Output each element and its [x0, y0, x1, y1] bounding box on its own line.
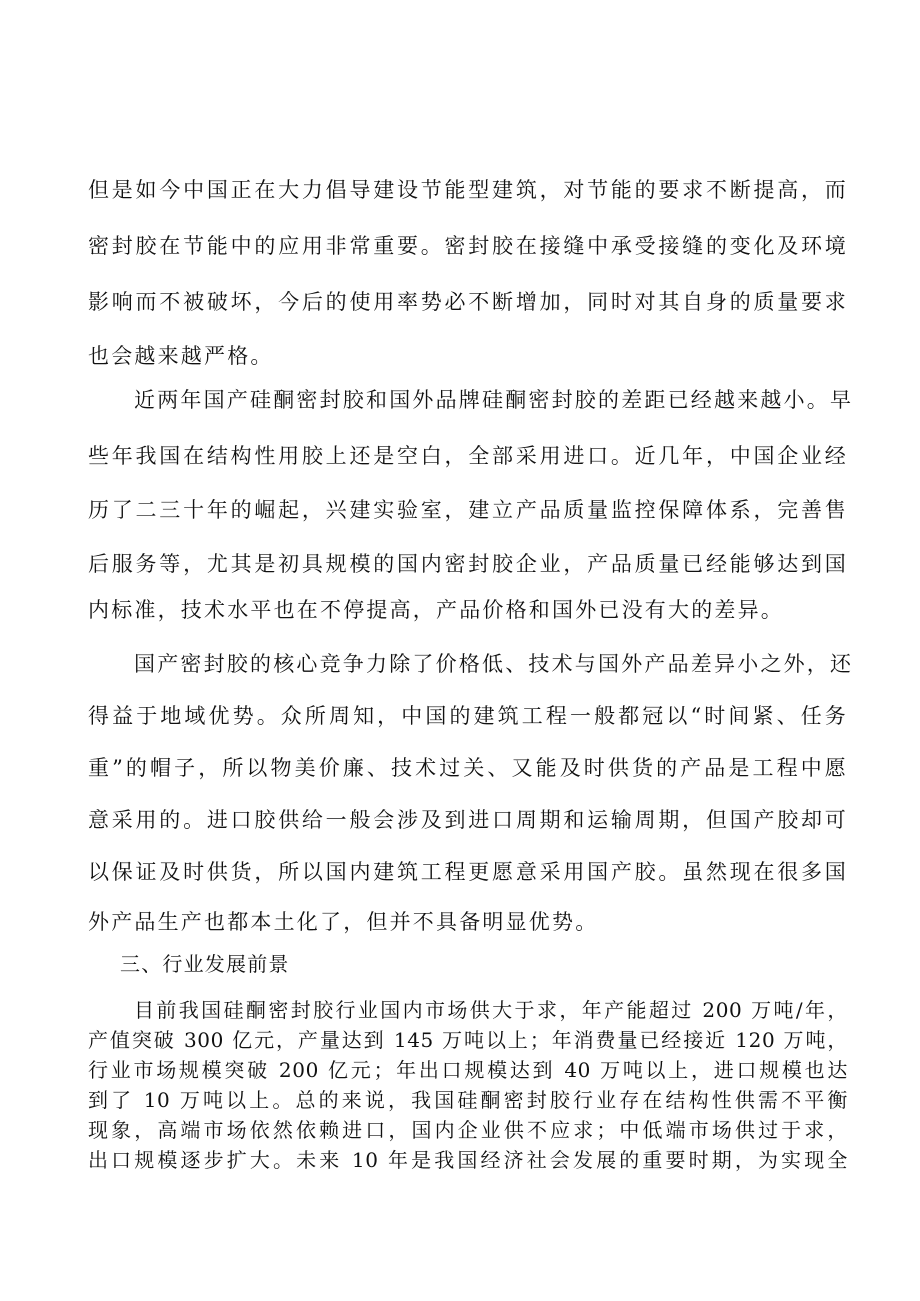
section-heading: 三、行业发展前景 [120, 952, 290, 976]
paragraph-3-line-4: 意采用的。进口胶供给一般会涉及到进口周期和运输周期，但国产胶却可 [88, 808, 848, 832]
paragraph-4-line-1: 目前我国硅酮密封胶行业国内市场供大于求，年产能超过 200 万吨/年， [134, 998, 848, 1022]
paragraph-1-line-3: 影响而不被破坏，今后的使用率势必不断增加，同时对其自身的质量要求 [88, 290, 848, 314]
paragraph-3-line-6: 外产品生产也都本土化了，但并不具备明显优势。 [88, 910, 599, 934]
paragraph-4-line-5: 现象，高端市场依然依赖进口，国内企业供不应求；中低端市场供过于求， [88, 1118, 848, 1142]
paragraph-2-line-3: 历了二三十年的崛起，兴建实验室，建立产品质量监控保障体系，完善售 [88, 498, 848, 522]
paragraph-4-line-2: 产值突破 300 亿元，产量达到 145 万吨以上；年消费量已经接近 120 万吨， [88, 1028, 848, 1052]
paragraph-2-line-1: 近两年国产硅酮密封胶和国外品牌硅酮密封胶的差距已经越来越小。早 [134, 388, 854, 412]
paragraph-3-line-1: 国产密封胶的核心竞争力除了价格低、技术与国外产品差异小之外，还 [134, 652, 854, 676]
paragraph-2-line-2: 些年我国在结构性用胶上还是空白，全部采用进口。近几年，中国企业经 [88, 444, 848, 468]
paragraph-2-line-4: 后服务等，尤其是初具规模的国内密封胶企业，产品质量已经能够达到国 [88, 552, 848, 576]
paragraph-4-line-4: 到了 10 万吨以上。总的来说，我国硅酮密封胶行业存在结构性供需不平衡 [88, 1088, 848, 1112]
paragraph-1-line-1: 但是如今中国正在大力倡导建设节能型建筑，对节能的要求不断提高，而 [88, 178, 848, 202]
paragraph-3-line-3: 重”的帽子，所以物美价廉、技术过关、又能及时供货的产品是工程中愿 [88, 756, 848, 780]
paragraph-2-line-5: 内标准，技术水平也在不停提高，产品价格和国外已没有大的差异。 [88, 598, 784, 622]
paragraph-4-line-6: 出口规模逐步扩大。未来 10 年是我国经济社会发展的重要时期，为实现全 [88, 1148, 848, 1172]
paragraph-1-line-4: 也会越来越严格。 [88, 344, 274, 368]
paragraph-3-line-5: 以保证及时供货，所以国内建筑工程更愿意采用国产胶。虽然现在很多国 [88, 860, 848, 884]
paragraph-1-line-2: 密封胶在节能中的应用非常重要。密封胶在接缝中承受接缝的变化及环境 [88, 234, 848, 258]
paragraph-3-line-2: 得益于地域优势。众所周知，中国的建筑工程一般都冠以“时间紧、任务 [88, 704, 848, 728]
paragraph-4-line-3: 行业市场规模突破 200 亿元；年出口规模达到 40 万吨以上，进口规模也达 [88, 1058, 848, 1082]
